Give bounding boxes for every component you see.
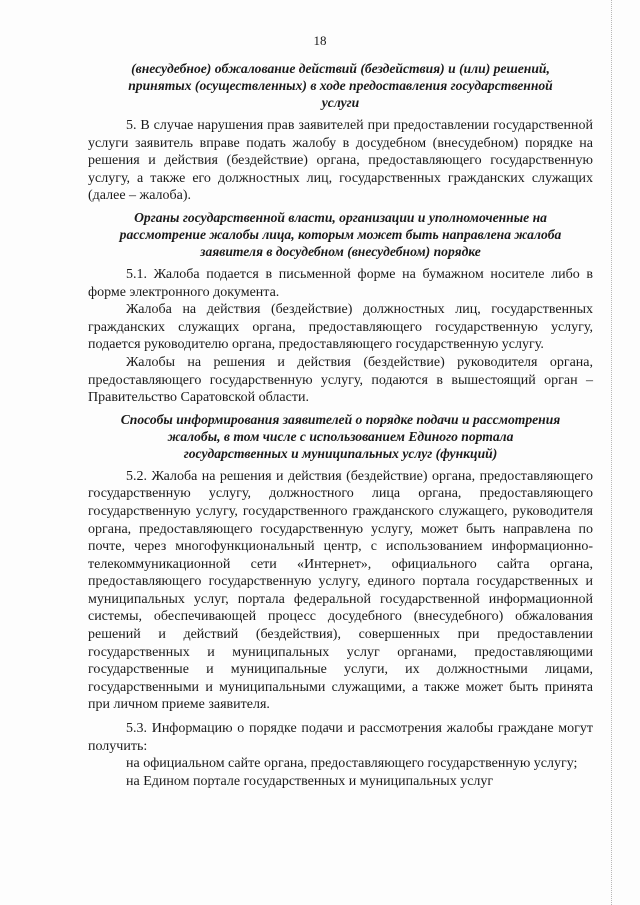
heading-line: государственных и муниципальных услуг (функций) <box>183 445 498 461</box>
heading-line: заявителя в досудебном (внесудебном) порядке <box>200 243 481 259</box>
paragraph-5: 5. В случае нарушения прав заявителей при предоставлении государственной услуги заявитель вправе подать жалобу в досудебном (внесудебном) порядке на решения и действия (бездействие) органа, предоставляющего государственную услугу, а также его должностных лиц, государственных гражданских служащих (далее – жалоба). <box>88 118 593 204</box>
paragraph-5-1-officials: Жалоба на действия (бездействие) должностных лиц, государственных гражданских служащих органа, предоставляющего государственную услугу, подается руководителю органа, предоставляющего государственную услугу. <box>88 302 593 353</box>
paragraph-5-3: 5.3. Информацию о порядке подачи и рассмотрения жалобы граждане могут получить: <box>88 721 593 754</box>
paragraph-5-3-website: на официальном сайте органа, предоставляющего государственную услугу; <box>126 756 578 772</box>
heading-line: Органы государственной власти, организации и уполномоченные на <box>134 209 547 225</box>
heading-line: жалобы, в том числе с использованием Единого портала <box>167 428 514 444</box>
section-heading-authorities <box>88 209 593 260</box>
document-body <box>88 60 593 790</box>
heading-line: услуги <box>321 95 360 110</box>
page-edge-line <box>611 0 612 905</box>
heading-line: принятых (осуществленных) в ходе предоставления государственной <box>128 78 553 93</box>
paragraph-5-1-head: Жалобы на решения и действия (бездействие) руководителя органа, предоставляющего государственную услугу, подаются в вышестоящий орган – Правительство Саратовской области. <box>88 354 593 406</box>
section-heading-appeal <box>88 60 593 111</box>
page-number: 18 <box>313 33 327 48</box>
paragraph-5-3-portal: на Едином портале государственных и муниципальных услуг <box>126 773 494 789</box>
heading-line: (внесудебное) обжалование действий (бездействия) и (или) решений, <box>131 61 550 76</box>
paragraph-5-2: 5.2. Жалоба на решения и действия (бездействие) органа, предоставляющего государственную услугу, должностного лица органа, предоставляющего государственную услугу, государственного гражданского служащего, руководителя органа, предоставляющего государственную услугу, может быть направлена по почте, через многофункциональный центр, с использованием информационно-телекоммуникационной сети «Интернет», официального сайта органа, предоставляющего государственную услугу, единого портала государственных и муниципальных услуг, портала федеральной государственной информационной системы, обеспечивающей процесс досудебного (внесудебного) обжалования решений и действий (бездействия), совершенных при предоставлении государственных и муниципальных услуг органами, предоставляющими государственные и муниципальные услуги, их должностными лицами, государственными и муниципальными служащими, а также может быть принята при личном приеме заявителя. <box>88 468 593 713</box>
heading-line: рассмотрение жалобы лица, которым может быть направлена жалоба <box>119 226 562 242</box>
heading-line: Способы информирования заявителей о порядке подачи и рассмотрения <box>120 411 561 427</box>
paragraph-5-1: 5.1. Жалоба подается в письменной форме на бумажном носителе либо в форме электронного документа. <box>88 266 593 300</box>
section-heading-informing <box>88 411 593 462</box>
